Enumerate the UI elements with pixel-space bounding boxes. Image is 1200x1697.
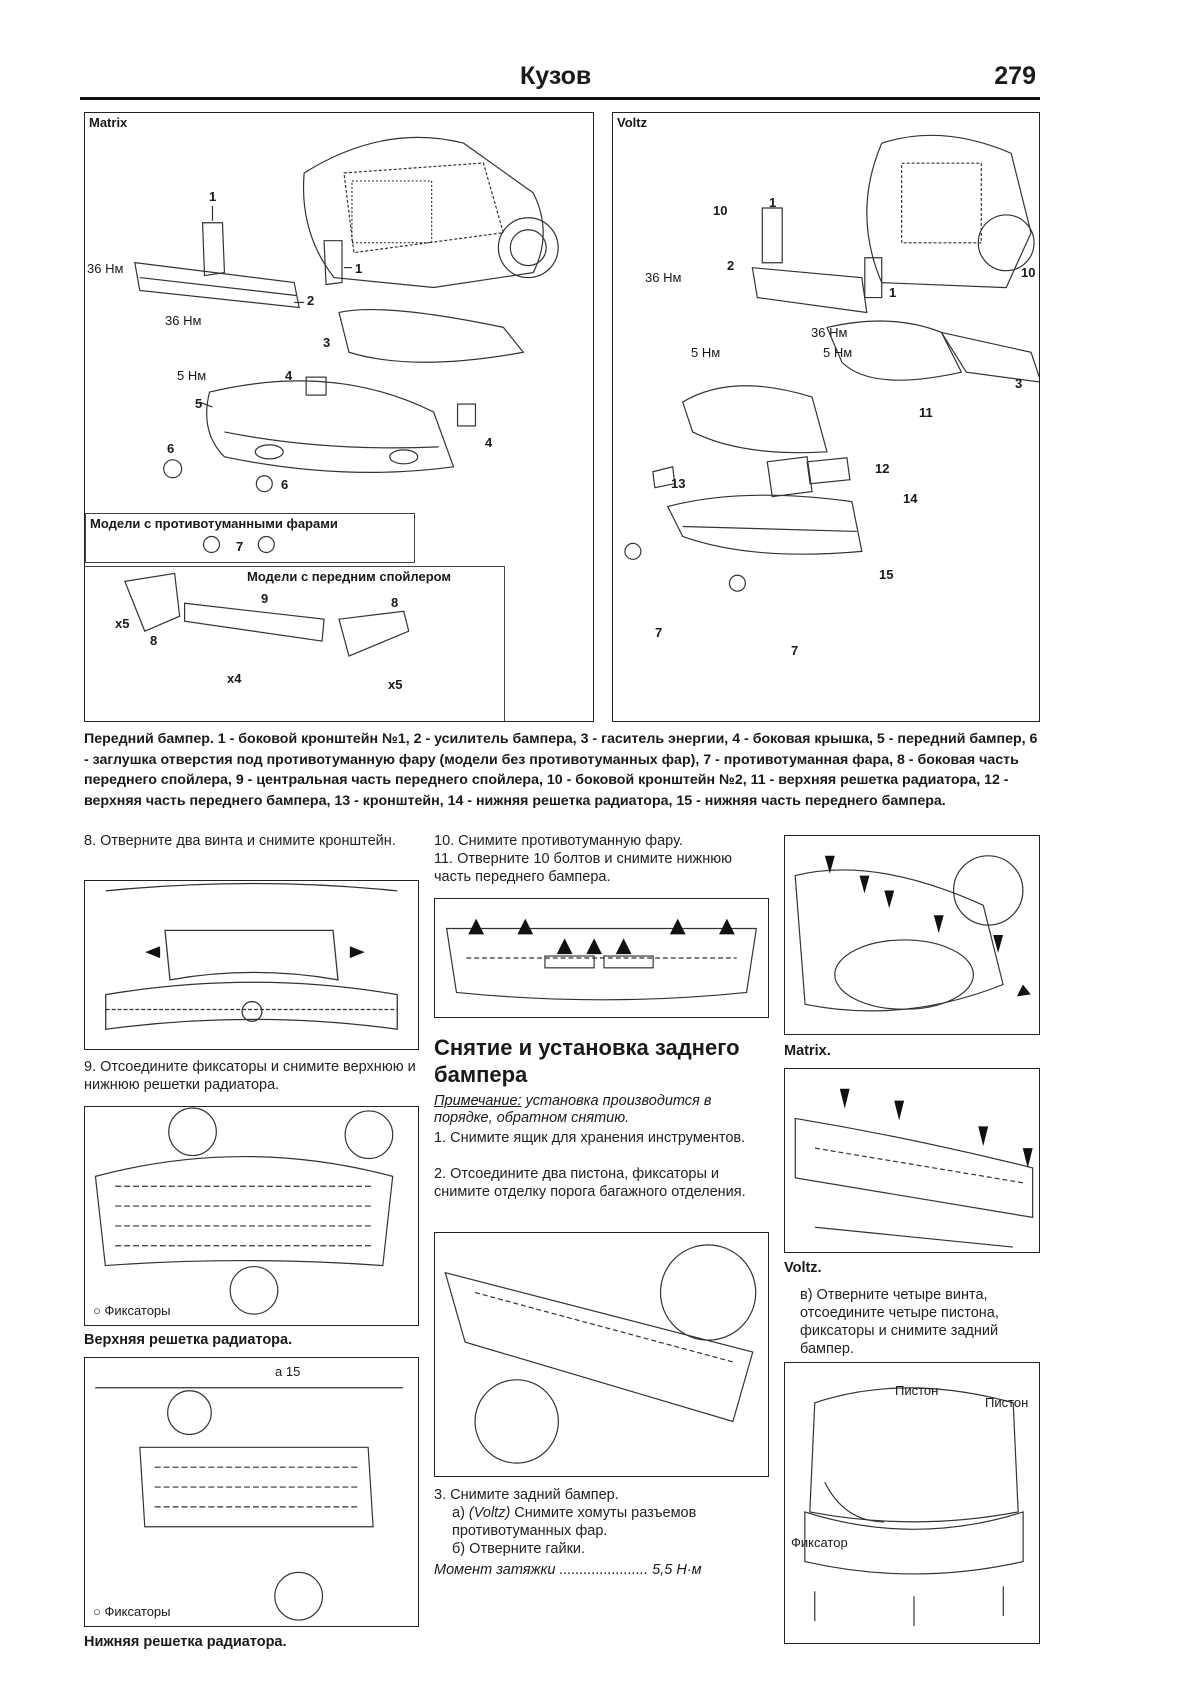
- section-heading-rear-bumper: Снятие и установка заднего бампера: [434, 1035, 740, 1087]
- voltz-exploded-drawing: [613, 113, 1039, 721]
- figure-voltz-rear: [784, 1068, 1040, 1253]
- upper-grille-drawing: [85, 1107, 418, 1325]
- callout: 1: [889, 285, 897, 300]
- matrix-rear-drawing: [785, 836, 1039, 1034]
- callout: 7: [655, 625, 663, 640]
- callout: 6: [281, 477, 289, 492]
- step-9: 9. Отсоедините фиксаторы и снимите верхнюю и нижнюю решетки радиатора.: [84, 1059, 416, 1093]
- bracket-drawing: [85, 881, 418, 1049]
- figure-rear-bumper-removal: [784, 1362, 1040, 1644]
- torque-label: 36 Нм: [165, 313, 202, 328]
- step-1: 1. Снимите ящик для хранения инструментов.: [434, 1130, 746, 1146]
- label-retainer: Фиксатор: [791, 1535, 848, 1550]
- callout: 1: [355, 261, 363, 276]
- callout: 10: [1021, 265, 1036, 280]
- step-3v: в) Отверните четыре винта, отсоедините четыре пистона, фиксаторы и снимите задний бампер.: [800, 1287, 999, 1357]
- step-3b: б) Отверните гайки.: [452, 1541, 586, 1557]
- note-text: установка производится в порядке, обратном снятию.: [434, 1093, 712, 1126]
- torque-label: 5 Нм: [177, 368, 207, 383]
- callout: 13: [671, 476, 686, 491]
- torque-label: 36 Нм: [87, 261, 124, 276]
- caption-matrix-rear: Matrix.: [784, 1043, 831, 1059]
- figure-trunk-trim: [434, 1232, 769, 1477]
- callout: 1: [769, 195, 777, 210]
- torque-label: 36 Нм: [811, 325, 848, 340]
- callout: 10: [713, 203, 728, 218]
- callout: 5: [195, 396, 203, 411]
- step-11: 11. Отверните 10 болтов и снимите нижнюю часть переднего бампера.: [434, 851, 733, 885]
- callout: 9: [261, 591, 269, 606]
- step-3: 3. Снимите задний бампер.: [434, 1487, 619, 1503]
- lower-grille-drawing: [85, 1358, 418, 1626]
- voltz-rear-drawing: [785, 1069, 1039, 1252]
- callout: 11: [919, 405, 933, 420]
- trunk-trim-drawing: [435, 1233, 768, 1476]
- qty-label: x5: [388, 677, 403, 692]
- figure-upper-grille: [84, 1106, 419, 1326]
- legend-retainers: ○ Фиксаторы: [93, 1303, 171, 1318]
- figure-voltz-front-bumper: [612, 112, 1040, 722]
- step-10: 10. Снимите противотуманную фару.: [434, 833, 683, 849]
- callout: 14: [903, 491, 918, 506]
- label-piston: Пистон: [985, 1395, 1029, 1410]
- torque-label: 5 Нм: [823, 345, 853, 360]
- legend-retainers: ○ Фиксаторы: [93, 1604, 171, 1619]
- voltz-label: Voltz: [617, 115, 648, 130]
- page-header: [80, 58, 1040, 100]
- callout: 7: [236, 539, 244, 554]
- step-2: 2. Отсоедините два пистона, фиксаторы и снимите отделку порога багажного отделения.: [434, 1166, 746, 1200]
- figure-lower-bumper-bolts: [434, 898, 769, 1018]
- callout: 1: [209, 189, 217, 204]
- callout: 15: [879, 567, 894, 582]
- callout: 4: [285, 368, 293, 383]
- lower-grille-ref: a 15: [275, 1364, 301, 1379]
- step-8: 8. Отверните два винта и снимите кронштейн.: [84, 833, 396, 849]
- torque-spec: Момент затяжки ...................... 5,5 Н·м: [434, 1562, 702, 1578]
- figure-matrix-rear: [784, 835, 1040, 1035]
- callout: 2: [307, 293, 315, 308]
- page-number: 279: [994, 62, 1036, 90]
- matrix-label: Matrix: [89, 115, 128, 130]
- spoiler-models-box: [85, 566, 505, 721]
- section-title: Кузов: [520, 62, 592, 90]
- callout: 8: [391, 595, 399, 610]
- callout: 8: [150, 633, 158, 648]
- lower-bumper-drawing: [435, 899, 768, 1017]
- label-piston: Пистон: [895, 1383, 939, 1398]
- torque-label: 36 Нм: [645, 270, 682, 285]
- figure-matrix-front-bumper: [84, 112, 594, 722]
- caption-voltz-rear: Voltz.: [784, 1260, 822, 1276]
- caption-lower-grille: Нижняя решетка радиатора.: [84, 1634, 287, 1650]
- fog-box-label: Модели с противотуманными фарами: [90, 516, 338, 531]
- callout: 12: [875, 461, 890, 476]
- callout: 2: [727, 258, 735, 273]
- figure-bracket-screws: [84, 880, 419, 1050]
- figure-lower-grille: [84, 1357, 419, 1627]
- fog-lamp-models-box: [85, 513, 415, 563]
- torque-label: 5 Нм: [691, 345, 721, 360]
- note: [434, 1093, 769, 1127]
- callout: 6: [167, 441, 175, 456]
- callout: 4: [485, 435, 493, 450]
- figure-caption: Передний бампер. 1 - боковой кронштейн №1, 2 - усилитель бампера, 3 - гаситель энергии, 4 - боковая крышка, 5 - передний бампер, 6 - заглушка отверстия под противотуманную фару (модели без противотуманных фар), 7 - противотуманная фара, 8 - боковая часть переднего спойлера, 9 - центральная часть переднего спойлера, 10 - боковой кронштейн №2, 11 - верхняя решетка радиатора, 12 - верхняя часть переднего бампера, 13 - кронштейн, 14 - нижняя решетка радиатора, 15 - нижняя часть переднего бампера.: [84, 731, 1038, 809]
- qty-label: x4: [227, 671, 242, 686]
- caption-upper-grille: Верхняя решетка радиатора.: [84, 1332, 293, 1348]
- callout: 3: [323, 335, 331, 350]
- callout: 3: [1015, 376, 1023, 391]
- note-label: Примечание:: [434, 1093, 522, 1109]
- callout: 7: [791, 643, 799, 658]
- spoiler-box-label: Модели с передним спойлером: [247, 569, 452, 584]
- qty-label: x5: [115, 616, 130, 631]
- step-3a: а) (Voltz) Снимите хомуты разъемов противотуманных фар.: [452, 1505, 697, 1539]
